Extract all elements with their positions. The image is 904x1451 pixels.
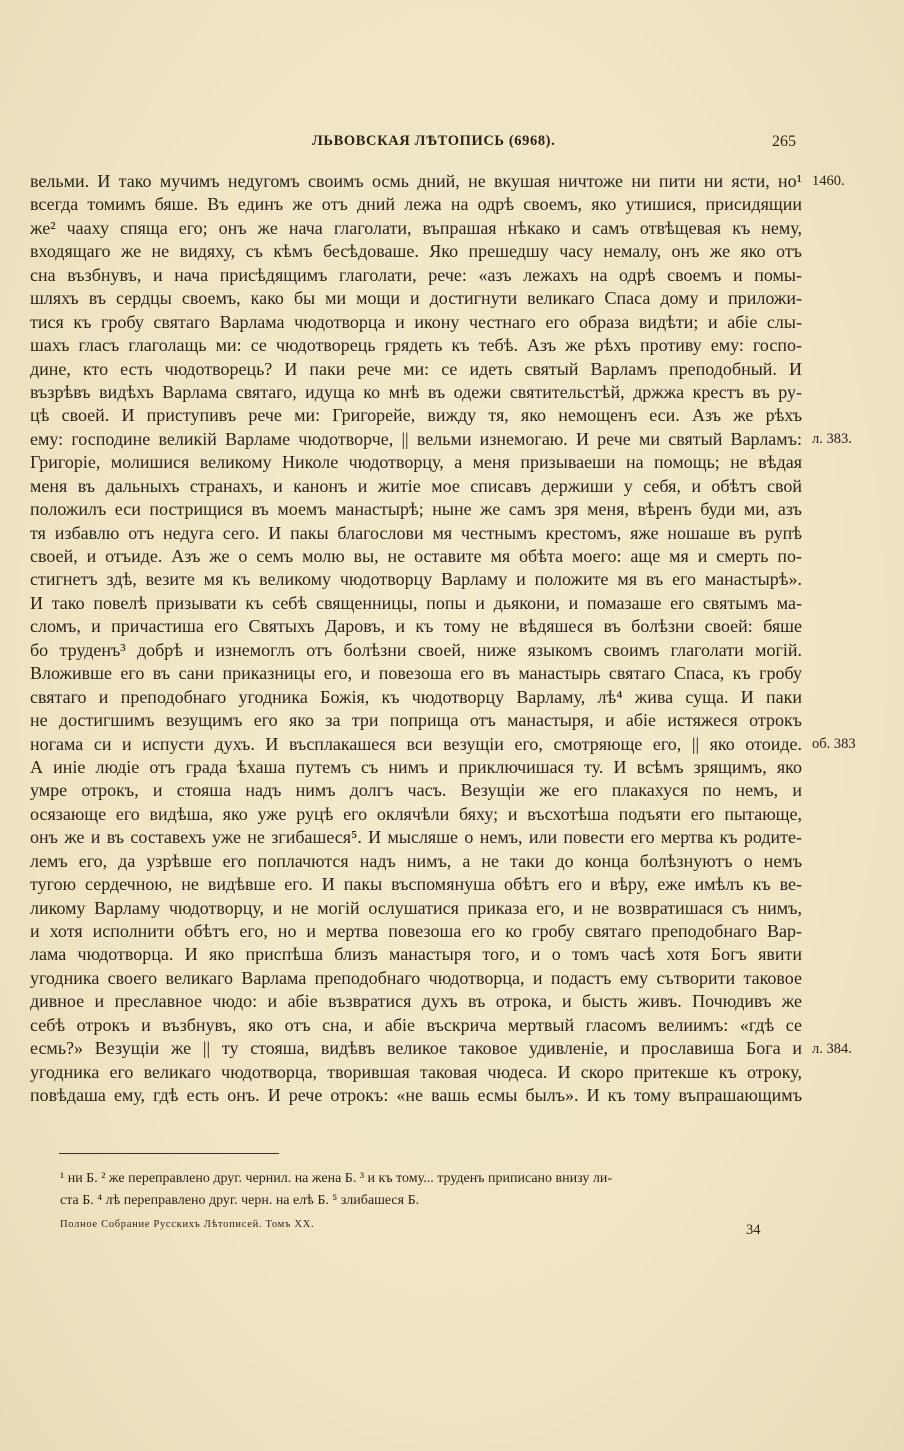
text-line: онъ же и въ составехъ уже не згибашеся⁵. И мысляше о немъ, или повести его мертва къ родите- [30,827,802,848]
text-line: дивное и преславное чюдо: и абіе възвратися духъ въ отрока, и бысть живъ. Почюдивъ же [30,991,802,1012]
text-line: тися къ гробу святаго Варлама чюдотворца и икону честнаго его образа видѣти; и абіе слы- [30,311,802,332]
text-line: И тако повелѣ призывати къ себѣ священницы, попы и дьякони, и помазаше его святымъ ма- [30,592,802,613]
footnote-line: ¹ ни Б. ² же переправлено друг. чернил. на жена Б. ³ и къ тому... труденъ приписано внизу ли- [60,1171,613,1186]
footnote-line: ста Б. ⁴ лѣ переправлено друг. черн. на елѣ Б. ⁵ злибашеся Б. [60,1193,420,1208]
text-line: тугою сердечною, не видѣвше его. И пакы въспомянуша обѣтъ его и вѣру, еже имѣлъ къ ве- [30,874,802,895]
text-line: стигнетъ здѣ, везите мя къ великому чюдотворцу Варламу и положите мя въ его манастырѣ». [30,569,802,590]
text-line: възрѣвъ видѣхъ Варлама святаго, идуща ко мнѣ въ одежи святительстѣй, држжа крестъ въ ру- [30,381,802,402]
text-line: не достигшимъ везущимъ его яко за три поприща отъ манастыря, и абіе истяжеся отрокъ [30,710,802,731]
text-line: осязающе его видѣша, яко уже руцѣ его оклячѣли бяху; и въсхотѣша подъяти его пытающе, [30,803,802,824]
page-number: 265 [772,133,796,150]
text-line: шляхъ въ сердцы своемъ, како бы ми мощи и достигнути великаго Спаса дому и приложи- [30,288,802,309]
text-line: угодника его великаго чюдотворца, творившая таковая чюдеса. И скоро притекше къ отроку, [30,1061,802,1082]
text-line: угодника своего великаго Варлама преподобнаго чюдотворца, и подастъ ему сътворити таковое [30,967,802,988]
text-line: себѣ отрокъ и възбнувъ, яко отъ сна, и абіе въскрича мертвый гласомъ велиимъ: «гдѣ се [30,1014,802,1035]
text-line: и хотя исполнити обѣтъ его, но и мертва повезоша его ко гробу святаго преподобнаго Вар- [30,921,802,941]
text-line: А иніе людіе отъ града ѣхаша путемъ съ нимъ и приключишася ту. И всѣмъ зрящимъ, яко [30,756,802,777]
text-line: дине, кто есть чюдотворець? И паки рече ми: се идеть святый Варламъ преподобный. И [30,358,802,379]
text-line: своей, и отъиде. Азъ же о семъ молю вы, не оставите мя обѣта моего: аще мя и смерть по- [30,546,802,566]
margin-note: об. 383 [812,735,856,752]
running-head [0,133,904,155]
text-line: умре отрокъ, и стояша надъ нимъ долгъ часъ. Везущіи же его плакахуся по немъ, и [30,780,802,801]
text-line: тя избавлю отъ недуга сего. И пакы благослови мя честнымъ крестомъ, яже ношаше въ рупѣ [30,522,802,543]
footnotes [60,1168,800,1212]
margin-note: л. 384. [812,1040,852,1057]
running-title: ЛЬВОВСКАЯ ЛѢТОПИСЬ (6968). [312,133,556,149]
text-line: меня въ дальныхъ странахъ, и канонъ и житіе мое списавъ держиши у себя, и обѣтъ свой [30,475,802,496]
text-line: сломъ, и причастиша его Святыхъ Даровъ, и къ тому не вѣдяшеся въ болѣзни своей: бяше [30,616,802,637]
text-line: Вложивше его въ сани приказницы его, и повезоша его въ манастырь святаго Спаса, къ гробу [30,663,802,684]
text-line: святаго и преподобнаго угодника Божія, къ чюдотворцу Варламу, лѣ⁴ жива суща. И паки [30,686,802,707]
text-line: ликому Варламу чюдотворцу, и не могій ослушатися приказа его, и не возвратишася съ нимъ, [30,897,802,918]
text-line: всегда томимъ бяше. Въ единъ же отъ дний лежа на одрѣ своемъ, яко утишися, присидящии [30,194,802,215]
body-text [30,170,802,1108]
text-line: ему: господине великій Варламе чюдотворче, || вельми изнемогаю. И рече ми святый Варламъ: [30,428,802,449]
text-line: Григоріе, молишися великому Николе чюдотворцу, а меня призываеши на помощь; не вѣдая [30,452,802,473]
text-line: сна възбнувъ, и нача присѣдящимъ глаголати, рече: «азъ лежахъ на одрѣ своемъ и помы- [30,264,802,285]
margin-note: л. 383. [812,430,852,447]
text-line: лемъ его, да узрѣвше его поплачются надъ нимъ, а не таки до конца болѣзнуютъ о немъ [30,850,802,871]
series-title: Полное Собрание Русскихъ Лѣтописей. Томъ XX. [60,1219,315,1230]
text-line: входящаго же не видяху, съ кѣмъ бесѣдоваше. Яко прешедшу часу немалу, онъ же яко отъ [30,241,802,262]
footnote-rule [59,1153,279,1154]
page-footer [0,1219,904,1243]
text-line: бо труденъ³ добрѣ и изнемоглъ отъ болѣзни своей, ниже языкомъ своимъ глаголати могій. [30,639,802,660]
text-line: вельми. И тако мучимъ недугомъ своимъ осмь дний, не вкушая ничтоже ни пити ни ясти, но¹ [30,171,802,191]
signature-mark: 34 [746,1222,761,1238]
text-line: положилъ еси пострищися въ моемъ манастырѣ; ныне же самъ зря меня, вѣренъ буди ми, азъ [30,499,802,520]
text-line: шахъ гласъ глаголащь ми: се чюдотворець грядеть къ тебѣ. Азъ же рѣхъ противу ему: госпо- [30,335,802,356]
margin-note: 1460. [812,173,845,189]
text-line: ногама си и испусти духъ. И въсплакашеся вси везущіи его, смотряюще его, || яко отоиде. [30,733,802,754]
text-line: цѣ своей. И приступивъ рече ми: Григорейе, вижду тя, яко немощенъ еси. Азъ же рѣхъ [30,405,802,426]
text-line: есмь?» Везущіи же || ту стояша, видѣвъ великое таковое удивленіе, и прославиша Бога и [30,1038,802,1059]
text-line: лама чюдотворца. И яко приспѣша близъ манастыря того, и о томъ часѣ хотя Богъ явити [30,944,802,965]
text-line: повѣдаша ему, гдѣ есть онъ. И рече отрокъ: «не вашь есмы былъ». И къ тому въпрашающимъ [30,1085,802,1106]
text-line: же² чааху спяща его; онъ же нача глаголати, въпрашая нѣкако и самъ отвѣщевая къ нему, [30,217,802,238]
